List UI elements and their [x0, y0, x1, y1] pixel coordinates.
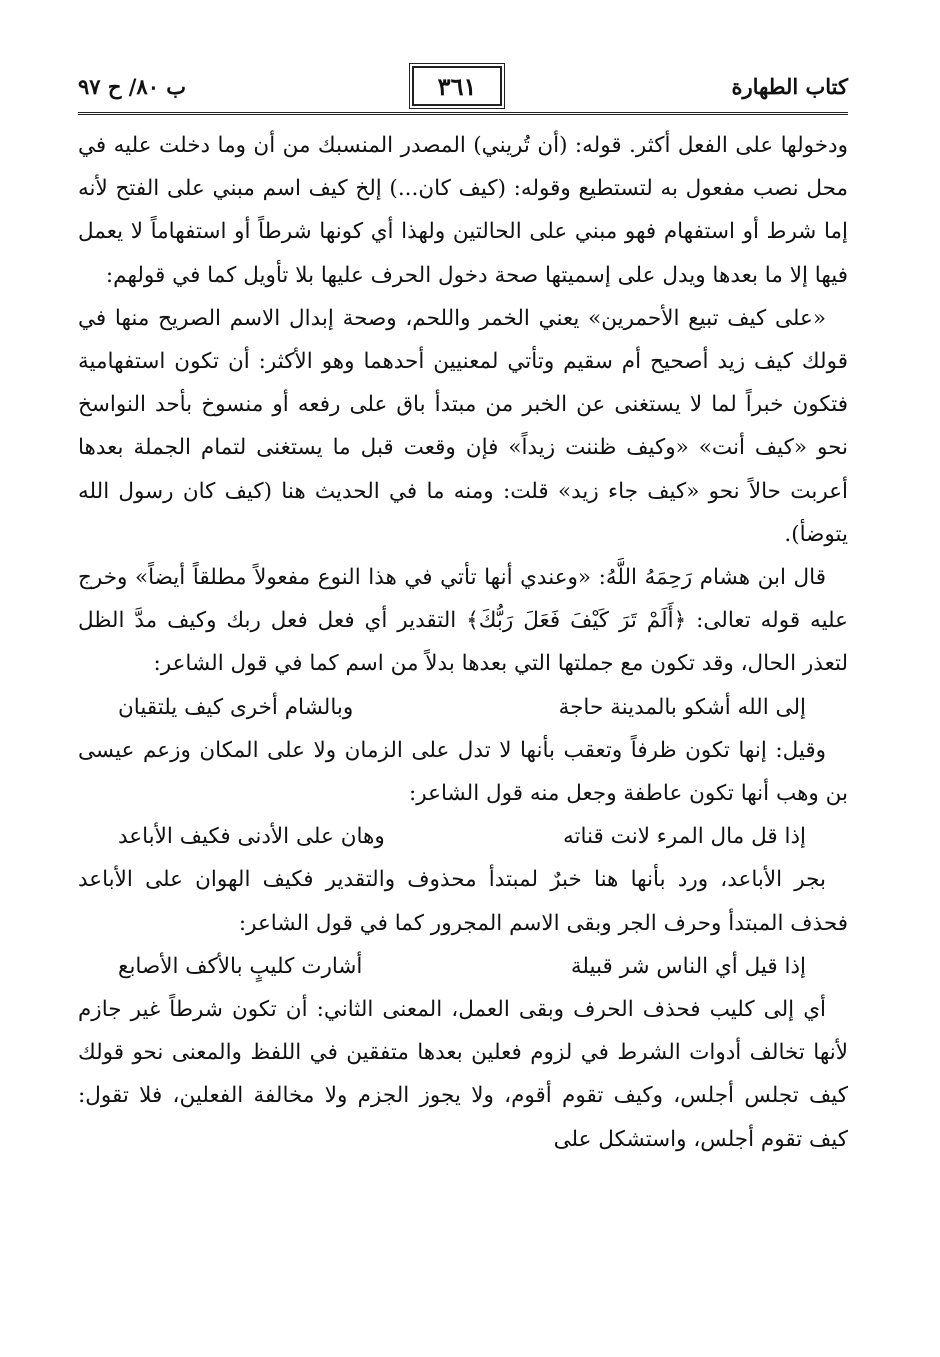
- verse-second-hemistich: وبالشام أخرى كيف يلتقيان: [118, 694, 354, 720]
- page-number: ٣٦١: [412, 66, 502, 106]
- verse-first-hemistich: إذا قيل أي الناس شر قبيلة: [570, 953, 806, 979]
- paragraph: أي إلى كليب فحذف الحرف وبقى العمل، المعنى الثاني: أن تكون شرطاً غير جازم لأنها تخالف أدوات الشرط في لزوم فعلين بعدها متفقين في اللفظ والمعنى نحو قولك كيف تجلس أجلس، وكيف تقوم أقوم، ولا يجوز الجزم ولا مخالفة الفعلين، فلا تقول: كيف تقوم أجلس، واستشكل على: [78, 997, 848, 1152]
- page-reference: ب ٨٠/ ح ٩٧: [78, 74, 187, 99]
- paragraph: ودخولها على الفعل أكثر. قوله: (أن تُريني) المصدر المنسبك من أن وما دخلت عليه في محل نصب مفعول به لتستطيع وقوله: (كيف كان...) إلخ كيف اسم مبني على الفتح لأنه إما شرط أو استفهام فهو مبني على الحالتين ولهذا أي كونها شرطاً أو استفهاماً لا يعمل فيها إلا ما بعدها ويدل على إسميتها صحة دخول الحرف عليها بلا تأويل كما في قولهم:: [78, 133, 848, 288]
- verse-second-hemistich: أشارت كليبٍ بالأكف الأصابع: [118, 953, 363, 979]
- poetry-verse: [78, 815, 848, 858]
- poetry-verse: [78, 686, 848, 729]
- paragraph: وقيل: إنها تكون ظرفاً وتعقب بأنها لا تدل على الزمان ولا على المكان وزعم عيسى بن وهب أنها تكون عاطفة وجعل منه قول الشاعر:: [78, 737, 848, 807]
- verse-first-hemistich: إذا قل مال المرء لانت قناته: [562, 824, 806, 850]
- header-divider: [78, 112, 848, 115]
- paragraph: بجر الأباعد، ورد بأنها هنا خبرٌ لمبتدأ محذوف والتقدير فكيف الهوان على الأباعد فحذف المبتدأ وحرف الجر وبقى الاسم المجرور كما في قول الشاعر:: [78, 867, 848, 936]
- verse-first-hemistich: إلى الله أشكو بالمدينة حاجة: [558, 694, 806, 720]
- page-body: [78, 124, 848, 1161]
- paragraph: قال ابن هشام رَحِمَهُ اللَّهُ: «وعندي أنها تأتي في هذا النوع مفعولاً مطلقاً أيضاً» وخرج عليه قوله تعالى: ﴿أَلَمْ تَرَ كَيْفَ فَعَلَ رَبُّكَ﴾ التقدير أي فعل فعل ربك وكيف مدَّ الظل لتعذر الحال، وقد تكون مع جملتها التي بعدها بدلاً من اسم كما في قول الشاعر:: [78, 565, 849, 677]
- paragraph: «على كيف تبيع الأحمرين» يعني الخمر واللحم، وصحة إبدال الاسم الصريح منها في قولك كيف زيد أصحيح أم سقيم وتأتي لمعنيين أحدهما وهو الأكثر: أن تكون استفهامية فتكون خبراً لما لا يستغنى عن الخبر من مبتدأ باق على رفعه أو منسوخ بأحد النواسخ نحو «كيف أنت» «وكيف ظننت زيداً» فإن وقعت قبل ما يستغنى لتمام الجملة بعدها أعربت حالاً نحو «كيف جاء زيد» قلت: ومنه ما في الحديث هنا (كيف كان رسول الله يتوضأ).: [78, 305, 848, 547]
- page-header: [78, 66, 848, 110]
- book-title: كتاب الطهارة: [731, 74, 848, 99]
- poetry-verse: [78, 945, 848, 988]
- verse-second-hemistich: وهان على الأدنى فكيف الأباعد: [118, 824, 385, 850]
